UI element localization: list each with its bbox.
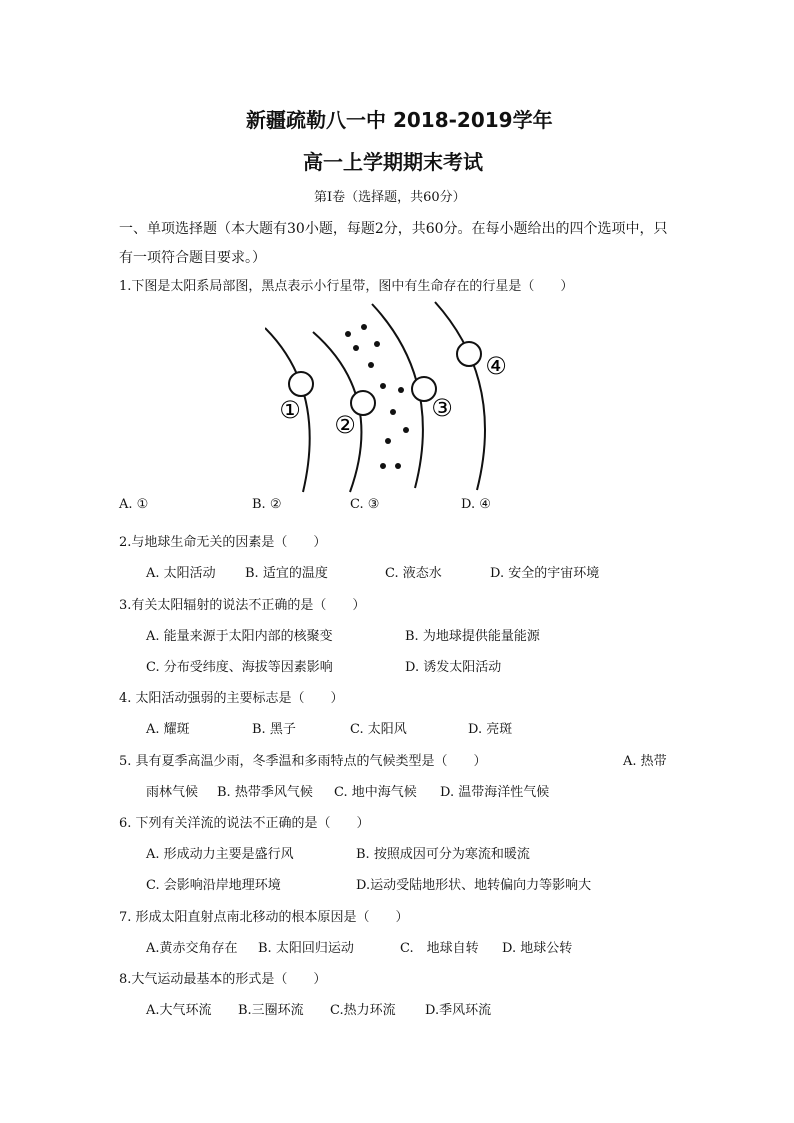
q5-option-c: C. 地中海气候 — [334, 785, 417, 800]
question-7-stem: 7. 形成太阳直射点南北移动的根本原因是（ ） — [119, 910, 409, 925]
q5-option-d: D. 温带海洋性气候 — [440, 785, 550, 800]
q7-option-d: D. 地球公转 — [502, 941, 573, 956]
q5-option-a-cont: 雨林气候 — [146, 785, 199, 800]
question-6-stem: 6. 下列有关洋流的说法不正确的是（ ） — [119, 816, 370, 831]
q3-option-b: B. 为地球提供能量能源 — [405, 629, 540, 644]
question-2-stem: 2.与地球生命无关的因素是（ ） — [119, 535, 327, 550]
q4-option-c: C. 太阳风 — [350, 722, 407, 737]
q8-option-c: C.热力环流 — [330, 1003, 396, 1018]
planet-4 — [457, 342, 481, 366]
q3-option-d: D. 诱发太阳活动 — [405, 660, 502, 675]
q4-option-a: A. 耀斑 — [146, 722, 190, 737]
question-3-stem: 3.有关太阳辐射的说法不正确的是（ ） — [119, 598, 366, 613]
q2-option-d: D. 安全的宇宙环境 — [490, 566, 600, 581]
q1-option-a: A. ① — [119, 497, 149, 512]
question-8-stem: 8.大气运动最基本的形式是（ ） — [119, 972, 327, 987]
label-1: ① — [279, 396, 301, 424]
q5-option-b: B. 热带季风气候 — [217, 785, 313, 800]
q7-option-a: A.黄赤交角存在 — [146, 941, 238, 956]
q8-option-d: D.季风环流 — [425, 1003, 492, 1018]
q2-option-a: A. 太阳活动 — [146, 566, 216, 581]
question-4-stem: 4. 太阳活动强弱的主要标志是（ ） — [119, 691, 344, 706]
label-3: ③ — [431, 394, 453, 422]
q8-option-a: A.大气环流 — [146, 1003, 212, 1018]
question-5-stem: 5. 具有夏季高温少雨，冬季温和多雨特点的气候类型是（ ） — [119, 754, 487, 769]
q6-option-d: D.运动受陆地形状、地转偏向力等影响大 — [356, 878, 592, 893]
q3-option-c: C. 分布受纬度、海拔等因素影响 — [146, 660, 333, 675]
q8-option-b: B.三圈环流 — [238, 1003, 304, 1018]
page-subtitle: 高一上学期期末考试 — [303, 150, 483, 174]
q5-option-a: A. 热带 — [623, 754, 667, 769]
page-title: 新疆疏勒八一中 2018-2019学年 — [246, 108, 553, 132]
question-1-stem: 1.下图是太阳系局部图，黑点表示小行星带，图中有生命存在的行星是（ ） — [119, 279, 574, 294]
q7-option-b: B. 太阳回归运动 — [258, 941, 354, 956]
q6-option-a: A. 形成动力主要是盛行风 — [146, 847, 294, 862]
q2-option-c: C. 液态水 — [385, 566, 442, 581]
q1-option-b: B. ② — [252, 497, 282, 512]
q1-option-c: C. ③ — [350, 497, 380, 512]
section-heading: 第Ⅰ卷（选择题，共60分） — [314, 190, 466, 205]
solar-system-diagram — [265, 300, 515, 495]
label-2: ② — [334, 411, 356, 439]
q2-option-b: B. 适宜的温度 — [245, 566, 328, 581]
q1-option-d: D. ④ — [461, 497, 491, 512]
planet-1 — [289, 372, 313, 396]
q6-option-b: B. 按照成因可分为寒流和暖流 — [356, 847, 530, 862]
q4-option-d: D. 亮斑 — [468, 722, 513, 737]
q4-option-b: B. 黑子 — [252, 722, 296, 737]
q6-option-c: C. 会影响沿岸地理环境 — [146, 878, 281, 893]
instructions-line-2: 有一项符合题目要求。） — [119, 250, 266, 266]
q3-option-a: A. 能量来源于太阳内部的核聚变 — [146, 629, 333, 644]
instructions-line-1: 一、单项选择题（本大题有30小题，每题2分，共60分。在每小题给出的四个选项中，只 — [119, 221, 668, 237]
q7-option-c: C. 地球自转 — [400, 941, 479, 956]
label-4: ④ — [485, 352, 507, 380]
